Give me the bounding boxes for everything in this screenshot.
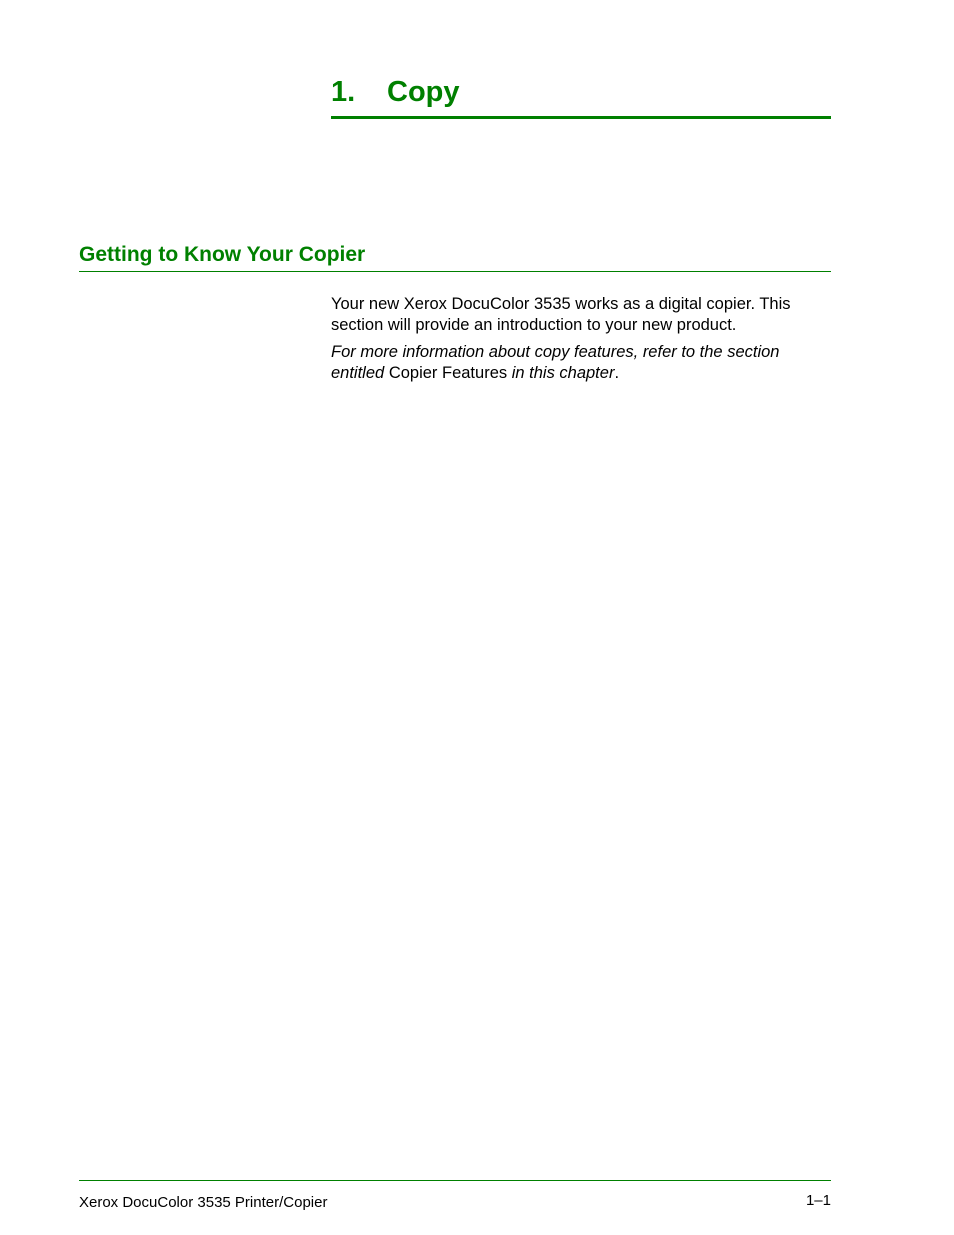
section-rule	[79, 271, 831, 272]
chapter-rule	[331, 116, 831, 119]
section-heading: Getting to Know Your Copier	[79, 243, 366, 266]
page-number: 1–1	[805, 1192, 831, 1209]
note-text-part1: For more information about copy features, refer to the section entitled	[331, 343, 780, 382]
chapter-number: 1.	[331, 76, 356, 108]
chapter-title-text: Copy	[387, 76, 460, 108]
copier-features-reference: Copier Features	[388, 363, 508, 382]
intro-paragraph: Your new Xerox DocuColor 3535 works as a digital copier. This section will provide an introduction to your new product.	[331, 295, 791, 334]
footer-rule	[79, 1180, 831, 1181]
footer-product-name: Xerox DocuColor 3535 Printer/Copier	[79, 1194, 328, 1211]
note-period: .	[614, 363, 620, 382]
chapter-title	[331, 74, 831, 110]
note-text-part2: in this chapter	[511, 363, 615, 382]
note-paragraph	[331, 342, 831, 383]
